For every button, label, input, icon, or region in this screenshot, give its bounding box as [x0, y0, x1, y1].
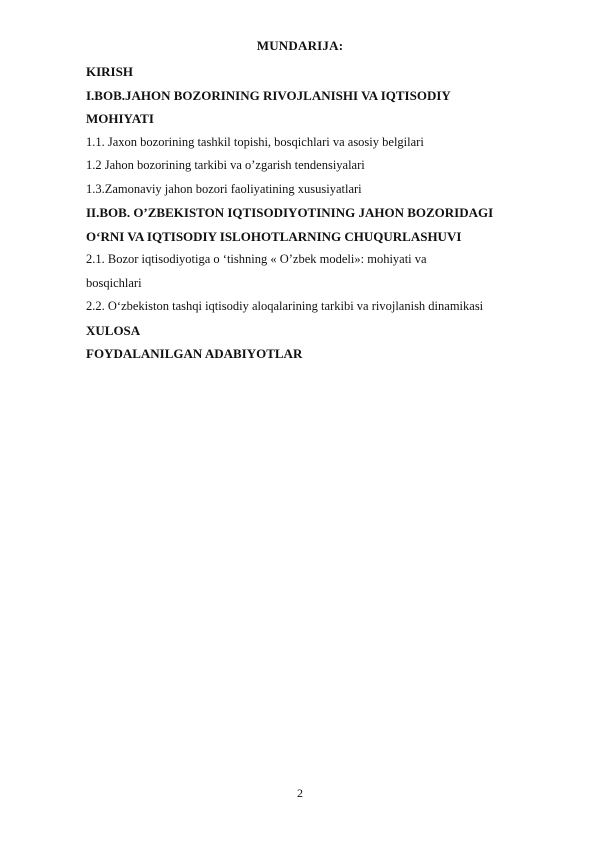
toc-entry-chapter-2-heading-line-1: II.BOB. O’ZBEKISTON IQTISODIYOTINING JAHON BOZORIDAGI — [86, 205, 494, 220]
toc-entry-section-2-1-line-1: 2.1. Bozor iqtisodiyotiga o ‘tishning « O’zbek modeli»: mohiyati va — [86, 252, 427, 266]
page-number: 2 — [297, 786, 303, 800]
toc-entry-xulosa: XULOSA — [86, 322, 141, 338]
toc-entry-section-2-2: 2.2. O‘zbekiston tashqi iqtisodiy aloqalarining tarkibi va rivojlanish dinamikasi — [86, 299, 484, 313]
toc-entry-kirish: KIRISH — [86, 64, 133, 79]
table-of-contents — [86, 60, 546, 366]
toc-entry-section-1-3: 1.3.Zamonaviy jahon bozori faoliyatining xususiyatlari — [86, 181, 362, 196]
toc-entry-chapter-1-heading-line-1: I.BOB.JAHON BOZORINING RIVOJLANISHI VA IQTISODIY — [86, 87, 451, 103]
toc-entry-section-1-2: 1.2 Jahon bozorining tarkibi va o’zgarish tendensiyalari — [86, 158, 365, 172]
page-title: MUNDARIJA: — [256, 38, 344, 53]
toc-entry-references: FOYDALANILGAN ADABIYOTLAR — [86, 346, 303, 361]
toc-entry-section-2-1-line-2: bosqichlari — [86, 275, 142, 290]
toc-entry-chapter-1-heading-line-2: MOHIYATI — [86, 111, 154, 126]
toc-entry-section-1-1: 1.1. Jaxon bozorining tashkil topishi, bosqichlari va asosiy belgilari — [86, 134, 424, 149]
toc-entry-chapter-2-heading-line-2: O‘RNI VA IQTISODIY ISLOHOTLARNING CHUQURLASHUVI — [86, 228, 462, 244]
